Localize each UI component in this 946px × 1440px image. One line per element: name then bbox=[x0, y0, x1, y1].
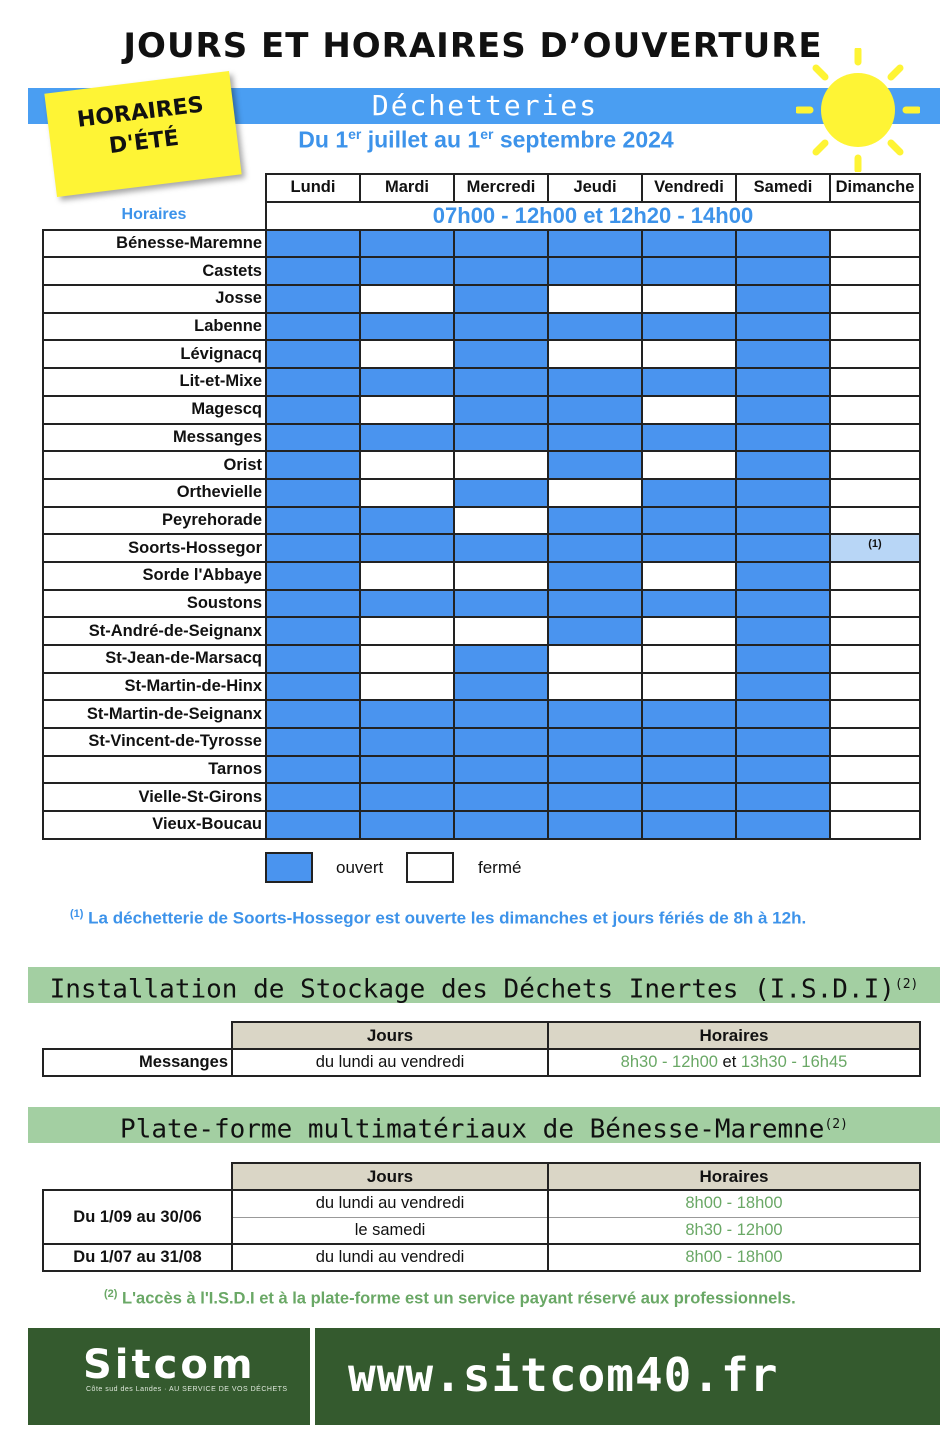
platform-p1-days-b: le samedi bbox=[232, 1217, 548, 1244]
town-name: Josse bbox=[43, 285, 266, 313]
open-cell bbox=[454, 368, 548, 396]
open-cell bbox=[548, 257, 642, 285]
closed-cell bbox=[830, 424, 920, 452]
table-row bbox=[43, 673, 920, 701]
open-cell bbox=[736, 534, 830, 562]
closed-cell bbox=[830, 230, 920, 258]
open-cell bbox=[454, 230, 548, 258]
open-cell bbox=[736, 479, 830, 507]
town-name: St-Jean-de-Marsacq bbox=[43, 645, 266, 673]
open-cell bbox=[548, 534, 642, 562]
town-name: Sorde l'Abbaye bbox=[43, 562, 266, 590]
town-name: Messanges bbox=[43, 424, 266, 452]
open-cell bbox=[548, 562, 642, 590]
table-row bbox=[43, 257, 920, 285]
open-cell bbox=[454, 673, 548, 701]
footnote-2-text: L'accès à l'I.S.D.I et à la plate-forme est un service payant réservé aux professionnels. bbox=[117, 1289, 796, 1308]
open-cell bbox=[642, 257, 736, 285]
table-row bbox=[43, 700, 920, 728]
open-cell bbox=[454, 340, 548, 368]
open-cell bbox=[266, 645, 360, 673]
closed-cell bbox=[360, 451, 454, 479]
table-row bbox=[43, 313, 920, 341]
open-cell bbox=[548, 313, 642, 341]
table-row bbox=[43, 230, 920, 258]
isdi-marker: (2) bbox=[894, 977, 919, 992]
table-row bbox=[43, 451, 920, 479]
open-cell bbox=[454, 534, 548, 562]
day-header: Lundi bbox=[266, 174, 360, 202]
badge-line2: D'ÉTÉ bbox=[107, 125, 181, 160]
open-cell bbox=[360, 507, 454, 535]
sunday-special-cell: (1) bbox=[830, 534, 920, 562]
closed-cell bbox=[830, 340, 920, 368]
closed-cell bbox=[642, 285, 736, 313]
closed-cell bbox=[360, 479, 454, 507]
closed-cell bbox=[360, 340, 454, 368]
open-cell bbox=[360, 700, 454, 728]
footnote-1-text: La déchetterie de Soorts-Hossegor est ouverte les dimanches et jours fériés de 8h à 12h. bbox=[83, 908, 807, 928]
isdi-site: Messanges bbox=[43, 1049, 232, 1076]
town-name: Peyrehorade bbox=[43, 507, 266, 535]
hours-row bbox=[43, 202, 920, 230]
closed-cell bbox=[830, 617, 920, 645]
open-cell bbox=[266, 257, 360, 285]
isdi-hours-and: et bbox=[722, 1053, 737, 1071]
platform-p1-days-a: du lundi au vendredi bbox=[232, 1190, 548, 1217]
open-cell bbox=[266, 590, 360, 618]
open-cell bbox=[736, 617, 830, 645]
closed-cell bbox=[642, 562, 736, 590]
open-cell bbox=[266, 424, 360, 452]
open-cell bbox=[548, 617, 642, 645]
table-row bbox=[43, 340, 920, 368]
table-row bbox=[43, 507, 920, 535]
closed-cell bbox=[830, 257, 920, 285]
day-header: Samedi bbox=[736, 174, 830, 202]
badge-line1: HORAIRES bbox=[75, 92, 205, 133]
open-cell bbox=[454, 783, 548, 811]
closed-cell bbox=[642, 617, 736, 645]
footnote-1 bbox=[70, 908, 910, 929]
open-cell bbox=[642, 783, 736, 811]
table-row bbox=[43, 368, 920, 396]
open-cell bbox=[642, 534, 736, 562]
table-row bbox=[43, 534, 920, 562]
legend-closed-label: fermé bbox=[478, 858, 522, 877]
open-cell bbox=[360, 368, 454, 396]
open-cell bbox=[266, 673, 360, 701]
open-cell bbox=[736, 783, 830, 811]
town-name: Soorts-Hossegor bbox=[43, 534, 266, 562]
open-cell bbox=[548, 230, 642, 258]
platform-p1-hours-a: 8h00 - 18h00 bbox=[548, 1190, 920, 1217]
open-cell bbox=[736, 424, 830, 452]
isdi-table bbox=[42, 1021, 921, 1077]
open-cell bbox=[642, 728, 736, 756]
open-cell bbox=[642, 700, 736, 728]
isdi-col-days: Jours bbox=[232, 1022, 548, 1049]
corner-cell bbox=[43, 174, 266, 202]
isdi-title: Installation de Stockage des Déchets Inertes (I.S.D.I) bbox=[49, 974, 895, 1005]
open-cell bbox=[736, 340, 830, 368]
sitcom-logo-tagline: Côte sud des Landes · AU SERVICE DE VOS DÉCHETS bbox=[86, 1386, 288, 1393]
town-name: Magescq bbox=[43, 396, 266, 424]
closed-cell bbox=[360, 285, 454, 313]
table-row bbox=[43, 479, 920, 507]
isdi-days: du lundi au vendredi bbox=[232, 1049, 548, 1076]
open-cell bbox=[548, 590, 642, 618]
open-cell bbox=[454, 285, 548, 313]
period-sup1: er bbox=[348, 126, 362, 142]
closed-cell bbox=[548, 285, 642, 313]
open-cell bbox=[454, 811, 548, 839]
closed-cell bbox=[642, 645, 736, 673]
town-name: St-Martin-de-Hinx bbox=[43, 673, 266, 701]
town-name: Castets bbox=[43, 257, 266, 285]
closed-cell bbox=[360, 645, 454, 673]
open-cell bbox=[736, 811, 830, 839]
open-cell bbox=[736, 756, 830, 784]
open-cell bbox=[548, 368, 642, 396]
day-header: Vendredi bbox=[642, 174, 736, 202]
closed-cell bbox=[548, 673, 642, 701]
closed-cell bbox=[830, 479, 920, 507]
open-cell bbox=[266, 756, 360, 784]
open-cell bbox=[454, 700, 548, 728]
open-cell bbox=[548, 700, 642, 728]
footer-divider bbox=[310, 1328, 315, 1425]
open-cell bbox=[360, 257, 454, 285]
isdi-band bbox=[28, 967, 940, 1003]
open-cell bbox=[736, 590, 830, 618]
platform-p2-hours: 8h00 - 18h00 bbox=[548, 1244, 920, 1271]
open-cell bbox=[266, 507, 360, 535]
footnote-2 bbox=[104, 1288, 904, 1309]
open-cell bbox=[642, 756, 736, 784]
platform-p2-days: du lundi au vendredi bbox=[232, 1244, 548, 1271]
day-header: Jeudi bbox=[548, 174, 642, 202]
closed-cell bbox=[830, 562, 920, 590]
town-name: St-Martin-de-Seignanx bbox=[43, 700, 266, 728]
open-cell bbox=[642, 313, 736, 341]
open-cell bbox=[548, 811, 642, 839]
open-cell bbox=[266, 562, 360, 590]
open-cell bbox=[266, 340, 360, 368]
open-cell bbox=[360, 590, 454, 618]
period-text bbox=[276, 126, 696, 154]
closed-cell bbox=[548, 645, 642, 673]
open-cell bbox=[266, 617, 360, 645]
open-cell bbox=[266, 534, 360, 562]
open-cell bbox=[642, 507, 736, 535]
closed-cell bbox=[548, 479, 642, 507]
open-cell bbox=[454, 479, 548, 507]
open-cell bbox=[360, 728, 454, 756]
table-row bbox=[43, 783, 920, 811]
open-cell bbox=[736, 396, 830, 424]
page-title: JOURS ET HORAIRES D’OUVERTURE bbox=[123, 26, 823, 66]
open-cell bbox=[360, 424, 454, 452]
platform-empty-cell bbox=[43, 1163, 232, 1190]
isdi-hours-a: 8h30 - 12h00 bbox=[620, 1053, 718, 1071]
closed-cell bbox=[830, 507, 920, 535]
open-cell bbox=[736, 645, 830, 673]
open-cell bbox=[736, 230, 830, 258]
open-cell bbox=[266, 230, 360, 258]
legend-open-label: ouvert bbox=[336, 858, 384, 877]
isdi-empty-cell bbox=[43, 1022, 232, 1049]
open-cell bbox=[360, 230, 454, 258]
town-name: Vieux-Boucau bbox=[43, 811, 266, 839]
period-post: septembre 2024 bbox=[493, 126, 674, 153]
open-cell bbox=[736, 700, 830, 728]
footnote-2-marker: (2) bbox=[104, 1288, 118, 1300]
platform-title: Plate-forme multimatériaux de Bénesse-Maremne bbox=[120, 1114, 825, 1145]
town-name: St-Vincent-de-Tyrosse bbox=[43, 728, 266, 756]
platform-marker: (2) bbox=[824, 1117, 848, 1132]
closed-cell bbox=[642, 451, 736, 479]
closed-cell bbox=[454, 507, 548, 535]
open-cell bbox=[266, 811, 360, 839]
open-cell bbox=[736, 313, 830, 341]
closed-cell bbox=[360, 562, 454, 590]
open-cell bbox=[736, 673, 830, 701]
hours-label: Horaires bbox=[121, 206, 187, 224]
open-cell bbox=[548, 451, 642, 479]
open-cell bbox=[548, 424, 642, 452]
table-row bbox=[43, 396, 920, 424]
closed-cell bbox=[830, 673, 920, 701]
town-name: Orthevielle bbox=[43, 479, 266, 507]
town-name: Orist bbox=[43, 451, 266, 479]
isdi-hours bbox=[548, 1049, 920, 1076]
closed-cell bbox=[454, 617, 548, 645]
open-cell bbox=[266, 700, 360, 728]
closed-cell bbox=[642, 340, 736, 368]
platform-table bbox=[42, 1162, 921, 1272]
open-cell bbox=[266, 451, 360, 479]
table-row bbox=[43, 617, 920, 645]
open-cell bbox=[454, 313, 548, 341]
closed-cell bbox=[830, 645, 920, 673]
open-cell bbox=[736, 507, 830, 535]
open-cell bbox=[548, 728, 642, 756]
open-cell bbox=[266, 368, 360, 396]
day-header: Dimanche bbox=[830, 174, 920, 202]
town-name: Bénesse-Maremne bbox=[43, 230, 266, 258]
town-name: Labenne bbox=[43, 313, 266, 341]
open-cell bbox=[736, 257, 830, 285]
open-cell bbox=[642, 368, 736, 396]
open-cell bbox=[454, 590, 548, 618]
closed-cell bbox=[454, 562, 548, 590]
table-row bbox=[43, 562, 920, 590]
open-cell bbox=[736, 728, 830, 756]
closed-cell bbox=[830, 700, 920, 728]
days-header-row bbox=[43, 174, 920, 202]
open-cell bbox=[454, 396, 548, 424]
closed-cell bbox=[830, 451, 920, 479]
open-cell bbox=[454, 257, 548, 285]
table-row bbox=[43, 728, 920, 756]
closed-cell bbox=[830, 728, 920, 756]
open-cell bbox=[548, 783, 642, 811]
open-cell bbox=[454, 424, 548, 452]
day-header: Mercredi bbox=[454, 174, 548, 202]
closed-cell bbox=[830, 783, 920, 811]
closed-cell bbox=[454, 451, 548, 479]
open-cell bbox=[360, 783, 454, 811]
open-cell bbox=[454, 728, 548, 756]
open-cell bbox=[548, 507, 642, 535]
open-cell bbox=[736, 285, 830, 313]
day-header: Mardi bbox=[360, 174, 454, 202]
open-cell bbox=[266, 396, 360, 424]
open-cell bbox=[736, 368, 830, 396]
footnote-1-marker: (1) bbox=[70, 908, 84, 920]
closed-cell bbox=[360, 673, 454, 701]
open-cell bbox=[266, 479, 360, 507]
platform-p1-hours-b: 8h30 - 12h00 bbox=[548, 1217, 920, 1244]
platform-period-2: Du 1/07 au 31/08 bbox=[43, 1244, 232, 1271]
closed-cell bbox=[830, 811, 920, 839]
sitcom-logo: Sitcom bbox=[83, 1342, 256, 1388]
town-name: St-André-de-Seignanx bbox=[43, 617, 266, 645]
table-row bbox=[43, 756, 920, 784]
town-name: Vielle-St-Girons bbox=[43, 783, 266, 811]
hours-value: 07h00 - 12h00 et 12h20 - 14h00 bbox=[266, 202, 920, 230]
open-cell bbox=[736, 451, 830, 479]
open-cell bbox=[266, 728, 360, 756]
open-cell bbox=[360, 313, 454, 341]
town-name: Lévignacq bbox=[43, 340, 266, 368]
closed-cell bbox=[830, 756, 920, 784]
open-cell bbox=[360, 534, 454, 562]
legend-open-swatch bbox=[265, 852, 313, 883]
website-link[interactable]: www.sitcom40.fr bbox=[348, 1348, 779, 1402]
table-row bbox=[43, 811, 920, 839]
open-cell bbox=[266, 313, 360, 341]
open-cell bbox=[266, 285, 360, 313]
platform-period-1: Du 1/09 au 30/06 bbox=[43, 1190, 232, 1244]
platform-col-hours: Horaires bbox=[548, 1163, 920, 1190]
open-cell bbox=[454, 645, 548, 673]
platform-col-days: Jours bbox=[232, 1163, 548, 1190]
isdi-hours-b: 13h30 - 16h45 bbox=[740, 1053, 848, 1071]
open-cell bbox=[736, 562, 830, 590]
period-pre: Du 1 bbox=[298, 126, 349, 153]
closed-cell bbox=[830, 590, 920, 618]
table-row bbox=[43, 590, 920, 618]
town-name: Lit-et-Mixe bbox=[43, 368, 266, 396]
closed-cell bbox=[360, 396, 454, 424]
closed-cell bbox=[642, 673, 736, 701]
open-cell bbox=[548, 396, 642, 424]
period-sup2: er bbox=[480, 126, 494, 142]
open-cell bbox=[454, 756, 548, 784]
open-cell bbox=[642, 230, 736, 258]
open-cell bbox=[360, 811, 454, 839]
closed-cell bbox=[830, 285, 920, 313]
open-cell bbox=[642, 590, 736, 618]
open-cell bbox=[548, 756, 642, 784]
sun-icon bbox=[796, 48, 920, 172]
open-cell bbox=[642, 811, 736, 839]
town-name: Tarnos bbox=[43, 756, 266, 784]
decheteries-label: Déchetteries bbox=[371, 89, 599, 122]
closed-cell bbox=[830, 368, 920, 396]
open-cell bbox=[360, 756, 454, 784]
closed-cell bbox=[642, 396, 736, 424]
footer bbox=[28, 1328, 940, 1425]
platform-band bbox=[28, 1107, 940, 1143]
open-cell bbox=[642, 424, 736, 452]
table-row bbox=[43, 424, 920, 452]
closed-cell bbox=[830, 396, 920, 424]
open-cell bbox=[642, 479, 736, 507]
table-row bbox=[43, 645, 920, 673]
table-row bbox=[43, 285, 920, 313]
period-mid: juillet au 1 bbox=[361, 126, 481, 153]
closed-cell bbox=[360, 617, 454, 645]
legend-closed-swatch bbox=[406, 852, 454, 883]
closed-cell bbox=[548, 340, 642, 368]
town-name: Soustons bbox=[43, 590, 266, 618]
open-cell bbox=[266, 783, 360, 811]
schedule-table bbox=[42, 173, 921, 840]
isdi-col-hours: Horaires bbox=[548, 1022, 920, 1049]
closed-cell bbox=[830, 313, 920, 341]
